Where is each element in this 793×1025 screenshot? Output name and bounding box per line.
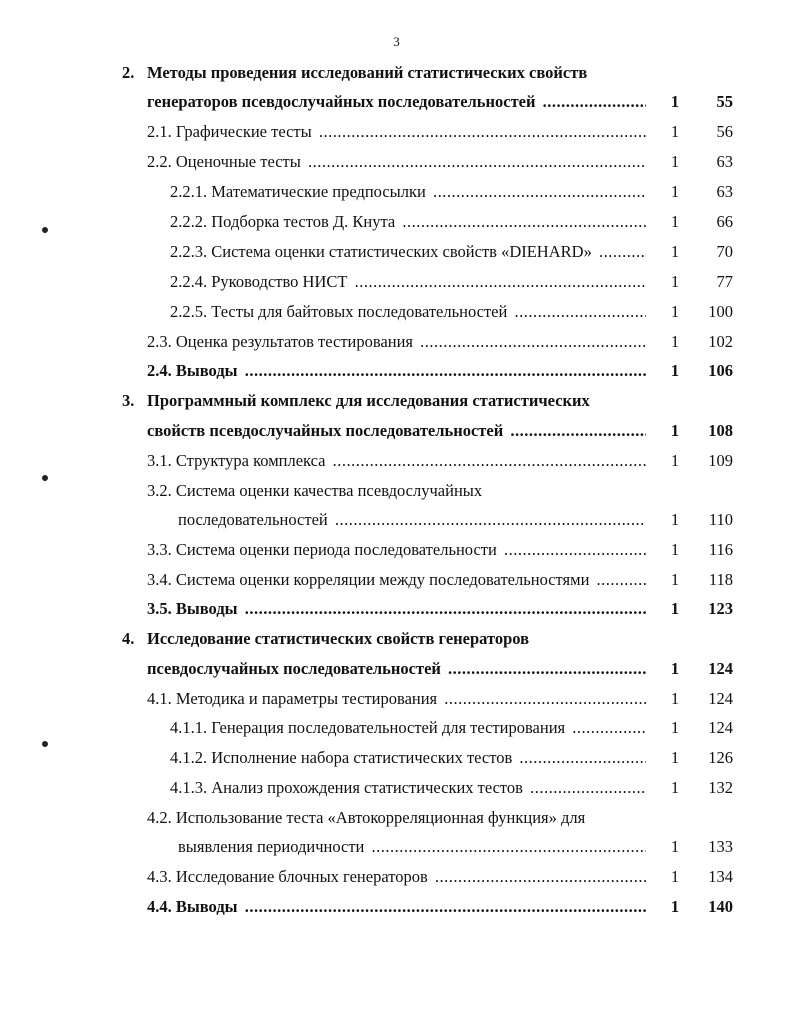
volume-number: 1 <box>670 212 680 231</box>
toc-entry-2-2-2 <box>0 207 793 237</box>
page-reference: 106 <box>708 361 733 380</box>
chapter-title: генераторов псевдослучайных последовательностей <box>147 92 536 111</box>
toc-entry-3-3 <box>0 535 793 565</box>
toc-entry-2-2-3 <box>0 237 793 267</box>
toc-entry-2-1 <box>0 117 793 147</box>
page-reference: 100 <box>708 302 733 321</box>
toc-entry-text <box>178 832 646 862</box>
toc-entry-text <box>178 505 646 535</box>
toc-chapter-3-line1 <box>0 386 793 416</box>
volume-number: 1 <box>670 510 680 529</box>
toc-entry-text <box>147 476 485 506</box>
toc-entry-text <box>147 327 646 357</box>
volume-number: 1 <box>670 122 680 141</box>
section-title: выявления периодичности <box>178 837 365 856</box>
volume-number: 1 <box>670 570 680 589</box>
page-reference: 123 <box>708 599 733 618</box>
volume-number: 1 <box>670 152 680 171</box>
subsection-title: 2.2.4. Руководство НИСТ <box>170 272 348 291</box>
toc-entry-2-2 <box>0 147 793 177</box>
toc-entry-3-2-line1 <box>0 476 793 506</box>
toc-entry-text <box>147 446 646 476</box>
volume-number: 1 <box>670 867 680 886</box>
page-reference: 56 <box>716 122 733 141</box>
page-reference: 63 <box>716 182 733 201</box>
toc-entry-text <box>147 594 646 624</box>
subsection-title: 2.2.3. Система оценки статистических свойств «DIEHARD» <box>170 242 592 261</box>
chapter-title: Методы проведения исследований статистических свойств <box>147 63 588 82</box>
toc-entry-text <box>170 207 646 237</box>
volume-number: 1 <box>670 421 680 440</box>
chapter-title: свойств псевдослучайных последовательностей <box>147 421 504 440</box>
section-title: 4.4. Выводы <box>147 897 238 916</box>
toc-entry-2-2-4 <box>0 267 793 297</box>
toc-entry-text <box>147 386 593 416</box>
page-reference: 77 <box>716 272 733 291</box>
chapter-number: 3. <box>122 391 135 410</box>
toc-entry-text <box>147 535 646 565</box>
toc-entry-3-5 <box>0 594 793 624</box>
section-title: 4.3. Исследование блочных генераторов <box>147 867 428 886</box>
toc-entry-4-1-2 <box>0 743 793 773</box>
page-reference: 66 <box>716 212 733 231</box>
toc-entry-text <box>147 87 646 117</box>
volume-number: 1 <box>670 272 680 291</box>
toc-entry-4-2-line2 <box>0 832 793 862</box>
toc-entry-text <box>170 267 646 297</box>
toc-entry-2-2-1 <box>0 177 793 207</box>
subsection-title: 4.1.2. Исполнение набора статистических тестов <box>170 748 513 767</box>
page-number: 3 <box>393 34 400 49</box>
volume-number: 1 <box>670 242 680 261</box>
page-reference: 108 <box>708 421 733 440</box>
toc-entry-text <box>147 117 646 147</box>
toc-entry-4-3 <box>0 862 793 892</box>
volume-number: 1 <box>670 451 680 470</box>
toc-entry-text <box>147 684 646 714</box>
volume-number: 1 <box>670 332 680 351</box>
toc-entry-text <box>147 565 646 595</box>
toc-chapter-4-line2 <box>0 654 793 684</box>
toc-entry-text <box>147 356 646 386</box>
toc-entry-text <box>170 713 646 743</box>
page-reference: 124 <box>708 659 733 678</box>
page-reference: 140 <box>708 897 733 916</box>
section-title: 3.2. Система оценки качества псевдослучайных <box>147 481 483 500</box>
subsection-title: 4.1.1. Генерация последовательностей для тестирования <box>170 718 566 737</box>
page-reference: 126 <box>708 748 733 767</box>
section-title: 3.5. Выводы <box>147 599 238 618</box>
chapter-number: 4. <box>122 629 135 648</box>
toc-entry-text <box>147 803 588 833</box>
subsection-title: 4.1.3. Анализ прохождения статистических тестов <box>170 778 523 797</box>
toc-chapter-2-line2 <box>0 87 793 117</box>
page-reference: 63 <box>716 152 733 171</box>
section-title: последовательностей <box>178 510 328 529</box>
section-title: 4.2. Использование теста «Автокорреляционная функция» для <box>147 808 586 827</box>
toc-entry-text <box>147 862 646 892</box>
page-reference: 110 <box>708 510 733 529</box>
toc-entry-text <box>147 654 646 684</box>
toc-chapter-4-line1 <box>0 624 793 654</box>
toc-entry-3-1 <box>0 446 793 476</box>
toc-chapter-2-line1 <box>0 58 793 88</box>
page-reference: 124 <box>708 689 733 708</box>
toc-entry-2-2-5 <box>0 297 793 327</box>
toc-entry-4-1-3 <box>0 773 793 803</box>
section-title: 2.4. Выводы <box>147 361 238 380</box>
section-title: 4.1. Методика и параметры тестирования <box>147 689 438 708</box>
volume-number: 1 <box>670 778 680 797</box>
subsection-title: 2.2.2. Подборка тестов Д. Кнута <box>170 212 396 231</box>
chapter-title: Исследование статистических свойств генераторов <box>147 629 530 648</box>
toc-entry-text <box>147 58 590 88</box>
subsection-title: 2.2.5. Тесты для байтовых последовательностей <box>170 302 508 321</box>
section-title: 2.2. Оценочные тесты <box>147 152 301 171</box>
toc-entry-text <box>147 624 532 654</box>
toc-entry-text <box>170 297 646 327</box>
volume-number: 1 <box>670 897 680 916</box>
toc-entry-text <box>170 237 646 267</box>
page-reference: 70 <box>716 242 733 261</box>
toc-chapter-3-line2 <box>0 416 793 446</box>
chapter-title: Программный комплекс для исследования статистических <box>147 391 590 410</box>
toc-entry-3-2-line2 <box>0 505 793 535</box>
volume-number: 1 <box>670 659 680 678</box>
toc-entry-text <box>147 892 646 922</box>
toc-entry-4-2-line1 <box>0 803 793 833</box>
toc-entry-4-4 <box>0 892 793 922</box>
toc-entry-text <box>170 743 646 773</box>
toc-entry-2-3 <box>0 327 793 357</box>
page-reference: 102 <box>708 332 733 351</box>
volume-number: 1 <box>670 837 680 856</box>
toc-entry-text <box>147 147 646 177</box>
volume-number: 1 <box>670 302 680 321</box>
volume-number: 1 <box>670 361 680 380</box>
toc-entry-text <box>147 416 646 446</box>
chapter-number: 2. <box>122 63 135 82</box>
page-reference: 132 <box>708 778 733 797</box>
toc-entry-4-1 <box>0 684 793 714</box>
section-title: 3.1. Структура комплекса <box>147 451 326 470</box>
page-reference: 124 <box>708 718 733 737</box>
volume-number: 1 <box>670 718 680 737</box>
volume-number: 1 <box>670 182 680 201</box>
volume-number: 1 <box>670 599 680 618</box>
section-title: 3.3. Система оценки периода последовательности <box>147 540 497 559</box>
toc-entry-2-4 <box>0 356 793 386</box>
subsection-title: 2.2.1. Математические предпосылки <box>170 182 426 201</box>
volume-number: 1 <box>670 540 680 559</box>
page-reference: 118 <box>708 570 733 589</box>
page-reference: 134 <box>708 867 733 886</box>
volume-number: 1 <box>670 92 680 111</box>
page-reference: 116 <box>708 540 733 559</box>
toc-entry-3-4 <box>0 565 793 595</box>
toc-entry-text <box>170 177 646 207</box>
toc-entry-4-1-1 <box>0 713 793 743</box>
volume-number: 1 <box>670 748 680 767</box>
page-reference: 133 <box>708 837 733 856</box>
section-title: 3.4. Система оценки корреляции между последовательностями <box>147 570 590 589</box>
section-title: 2.3. Оценка результатов тестирования <box>147 332 414 351</box>
toc-entry-text <box>170 773 646 803</box>
volume-number: 1 <box>670 689 680 708</box>
page-reference: 55 <box>716 92 733 111</box>
chapter-title: псевдослучайных последовательностей <box>147 659 441 678</box>
section-title: 2.1. Графические тесты <box>147 122 312 141</box>
page-reference: 109 <box>708 451 733 470</box>
